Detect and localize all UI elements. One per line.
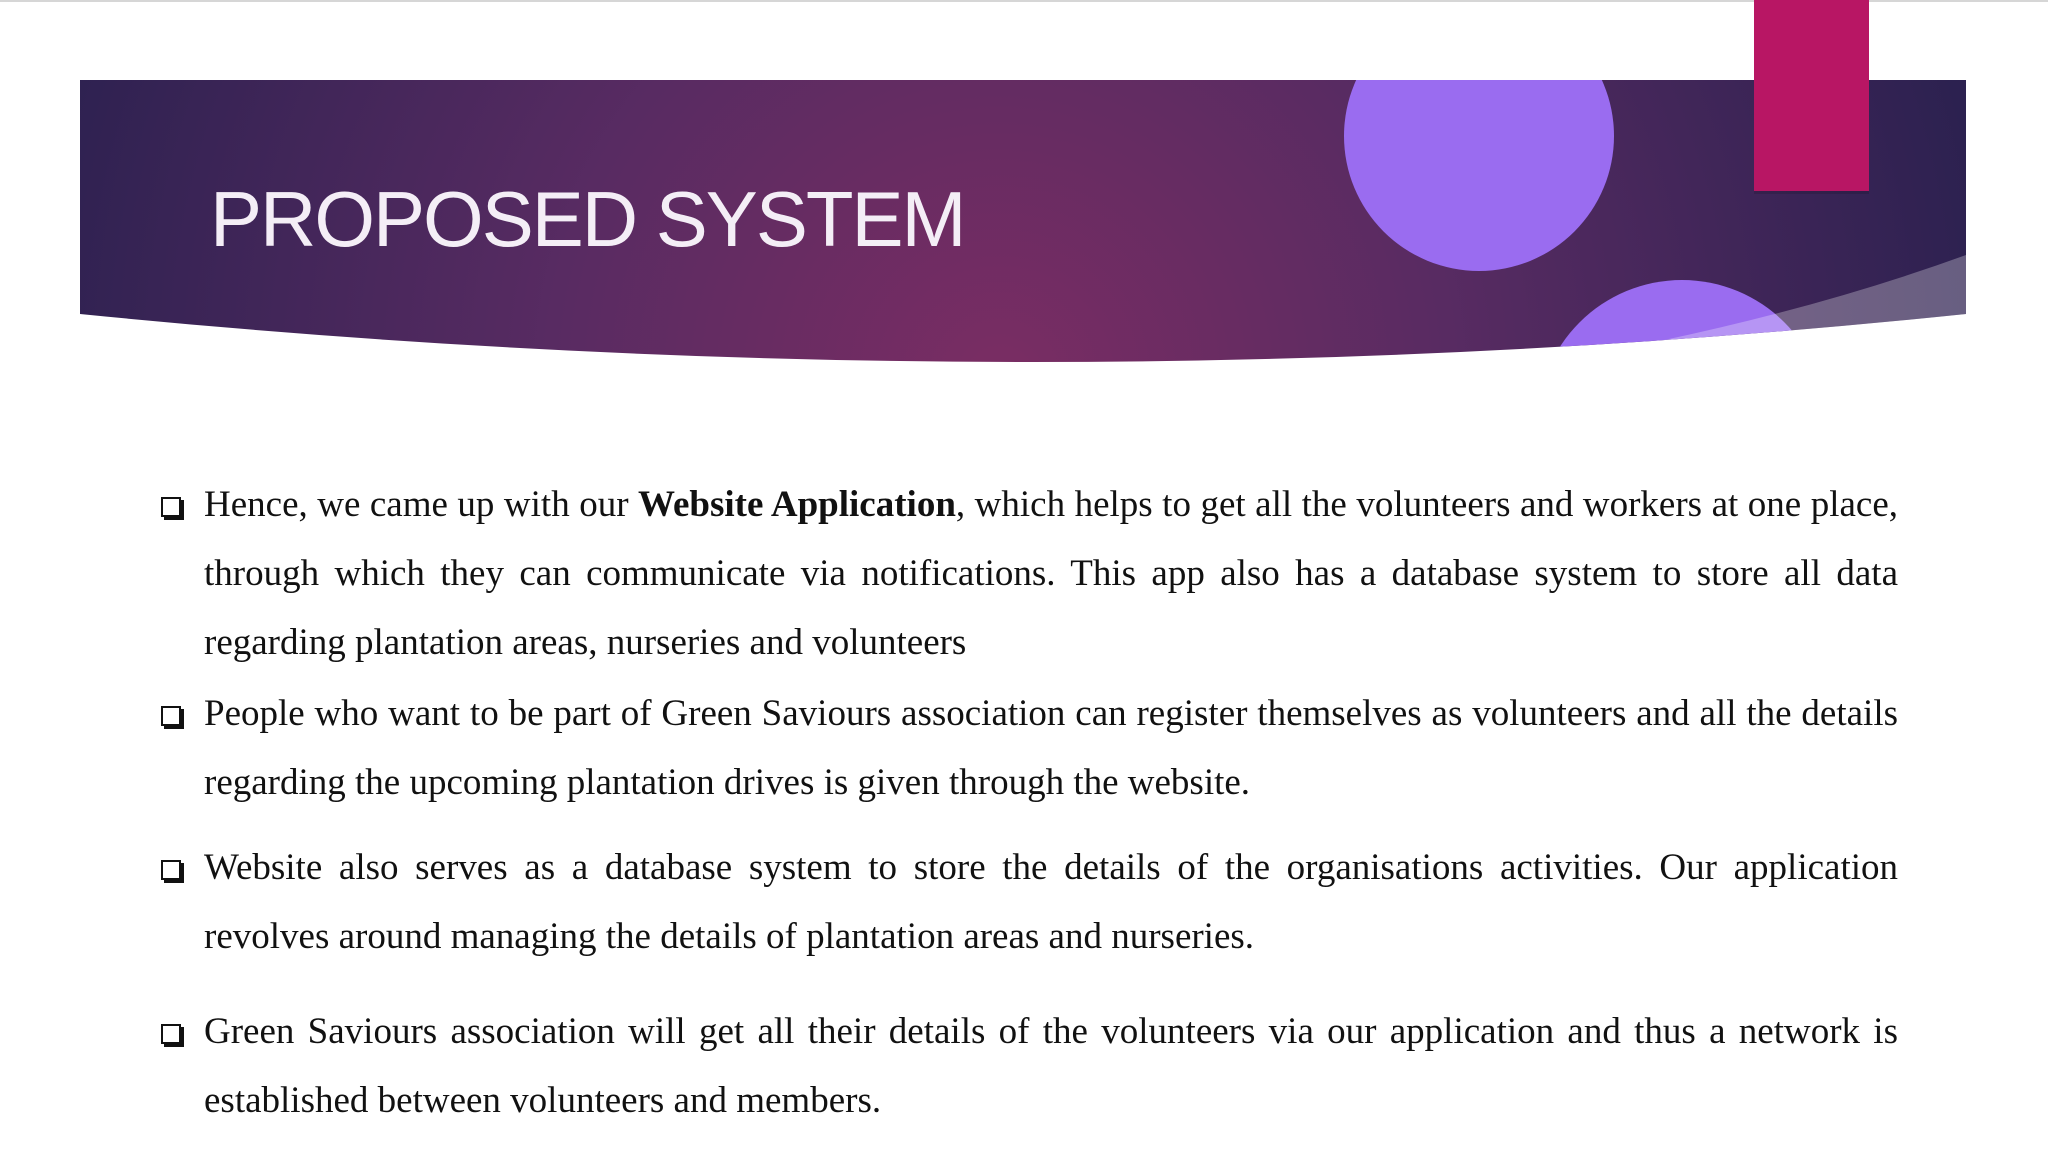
bullet-text: Website also serves as a database system to store the details of the organisations activities. Our application revolves around managing the details of plantation areas and nurseries. — [204, 847, 1898, 957]
accent-bar-shadow — [1754, 191, 1869, 194]
decor-circle-top — [1344, 1, 1614, 271]
square-checkbox-icon — [161, 706, 181, 726]
slide-title: PROPOSED SYSTEM — [210, 175, 965, 263]
square-checkbox-icon — [161, 497, 181, 517]
bullet-text: Hence, we came up with our Website Application, which helps to get all the volunteers and workers at one place, through which they can communicate via notifications. This app also has a database system to store all data regarding plantation areas, nurseries and volunteers — [204, 484, 1898, 663]
square-checkbox-icon — [161, 860, 181, 880]
bullet-list — [158, 470, 1898, 1135]
bullet-item — [158, 679, 1898, 817]
bullet-item — [158, 470, 1898, 677]
bullet-item — [158, 997, 1898, 1135]
bullet-text: People who want to be part of Green Saviours association can register themselves as volunteers and all the details regarding the upcoming plantation drives is given through the website. — [204, 693, 1898, 803]
bullet-text: Green Saviours association will get all their details of the volunteers via our application and thus a network is established between volunteers and members. — [204, 1011, 1898, 1121]
bullet-item — [158, 833, 1898, 971]
accent-bar — [1754, 0, 1869, 191]
square-checkbox-icon — [161, 1024, 181, 1044]
bold-term: Website Application — [638, 484, 956, 525]
